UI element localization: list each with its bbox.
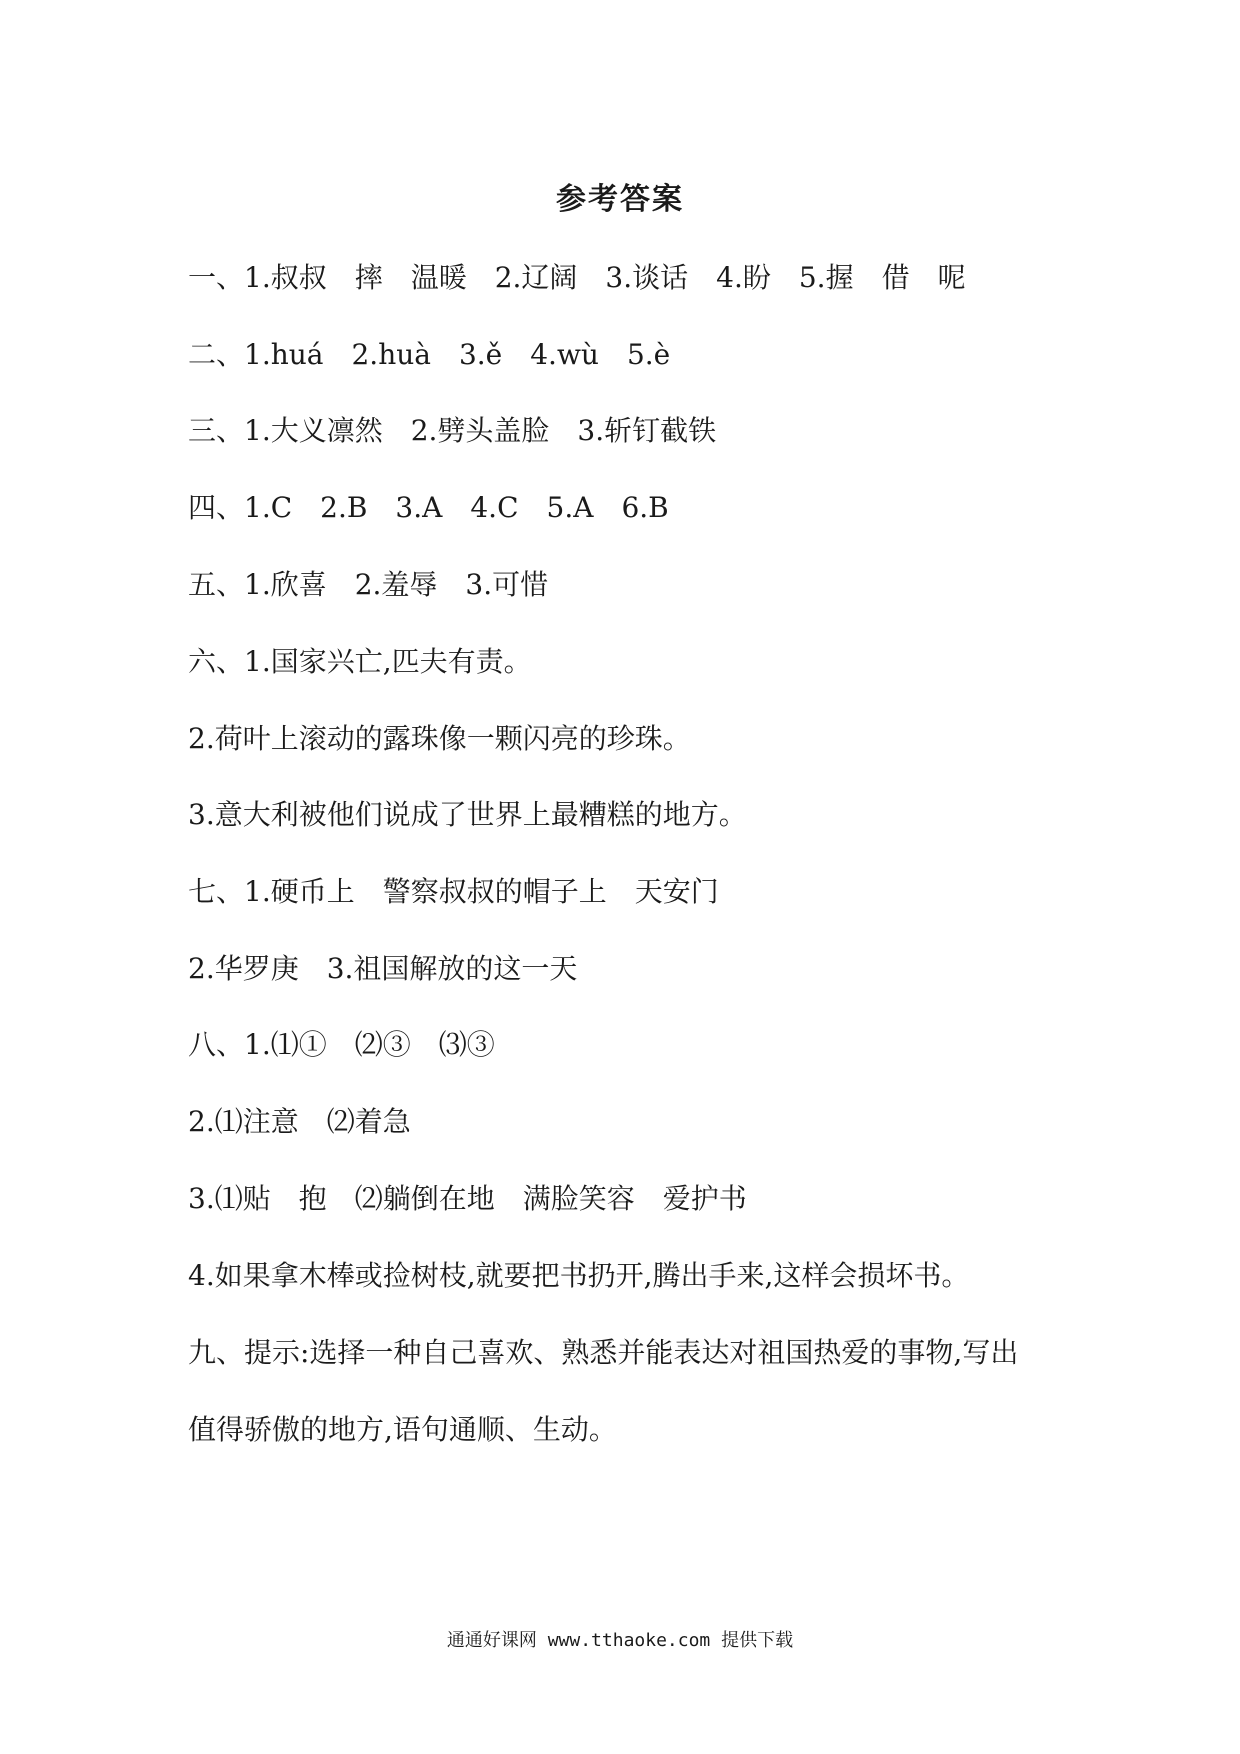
answer-line-10: 2.华罗庚 3.祖国解放的这一天	[188, 952, 578, 985]
answer-line-3: 三、1.大义凛然 2.劈头盖脸 3.斩钉截铁	[188, 414, 717, 447]
answer-line-2: 二、1.huá 2.huà 3.ě 4.wù 5.è	[188, 338, 671, 371]
answer-line-11: 八、1.⑴① ⑵③ ⑶③	[188, 1028, 495, 1061]
answer-line-15: 九、提示:选择一种自己喜欢、熟悉并能表达对祖国热爱的事物,写出	[188, 1336, 1019, 1369]
answer-line-13: 3.⑴贴 抱 ⑵躺倒在地 满脸笑容 爱护书	[188, 1182, 747, 1215]
answer-line-14: 4.如果拿木棒或捡树枝,就要把书扔开,腾出手来,这样会损坏书。	[188, 1259, 970, 1292]
page-footer: 通通好课网 www.tthaoke.com 提供下载	[446, 1630, 794, 1651]
answer-line-16: 值得骄傲的地方,语句通顺、生动。	[188, 1413, 617, 1446]
answer-line-6: 六、1.国家兴亡,匹夫有责。	[188, 645, 532, 678]
page-title: 参考答案	[556, 182, 684, 217]
answer-line-7: 2.荷叶上滚动的露珠像一颗闪亮的珍珠。	[188, 722, 691, 755]
answer-line-12: 2.⑴注意 ⑵着急	[188, 1105, 411, 1138]
answer-line-1: 一、1.叔叔 摔 温暖 2.辽阔 3.谈话 4.盼 5.握 借 呢	[188, 261, 966, 294]
answer-line-8: 3.意大利被他们说成了世界上最糟糕的地方。	[188, 798, 747, 831]
answer-line-4: 四、1.C 2.B 3.A 4.C 5.A 6.B	[188, 491, 669, 524]
answer-line-9: 七、1.硬币上 警察叔叔的帽子上 天安门	[188, 875, 719, 908]
answer-line-5: 五、1.欣喜 2.羞辱 3.可惜	[188, 568, 549, 601]
